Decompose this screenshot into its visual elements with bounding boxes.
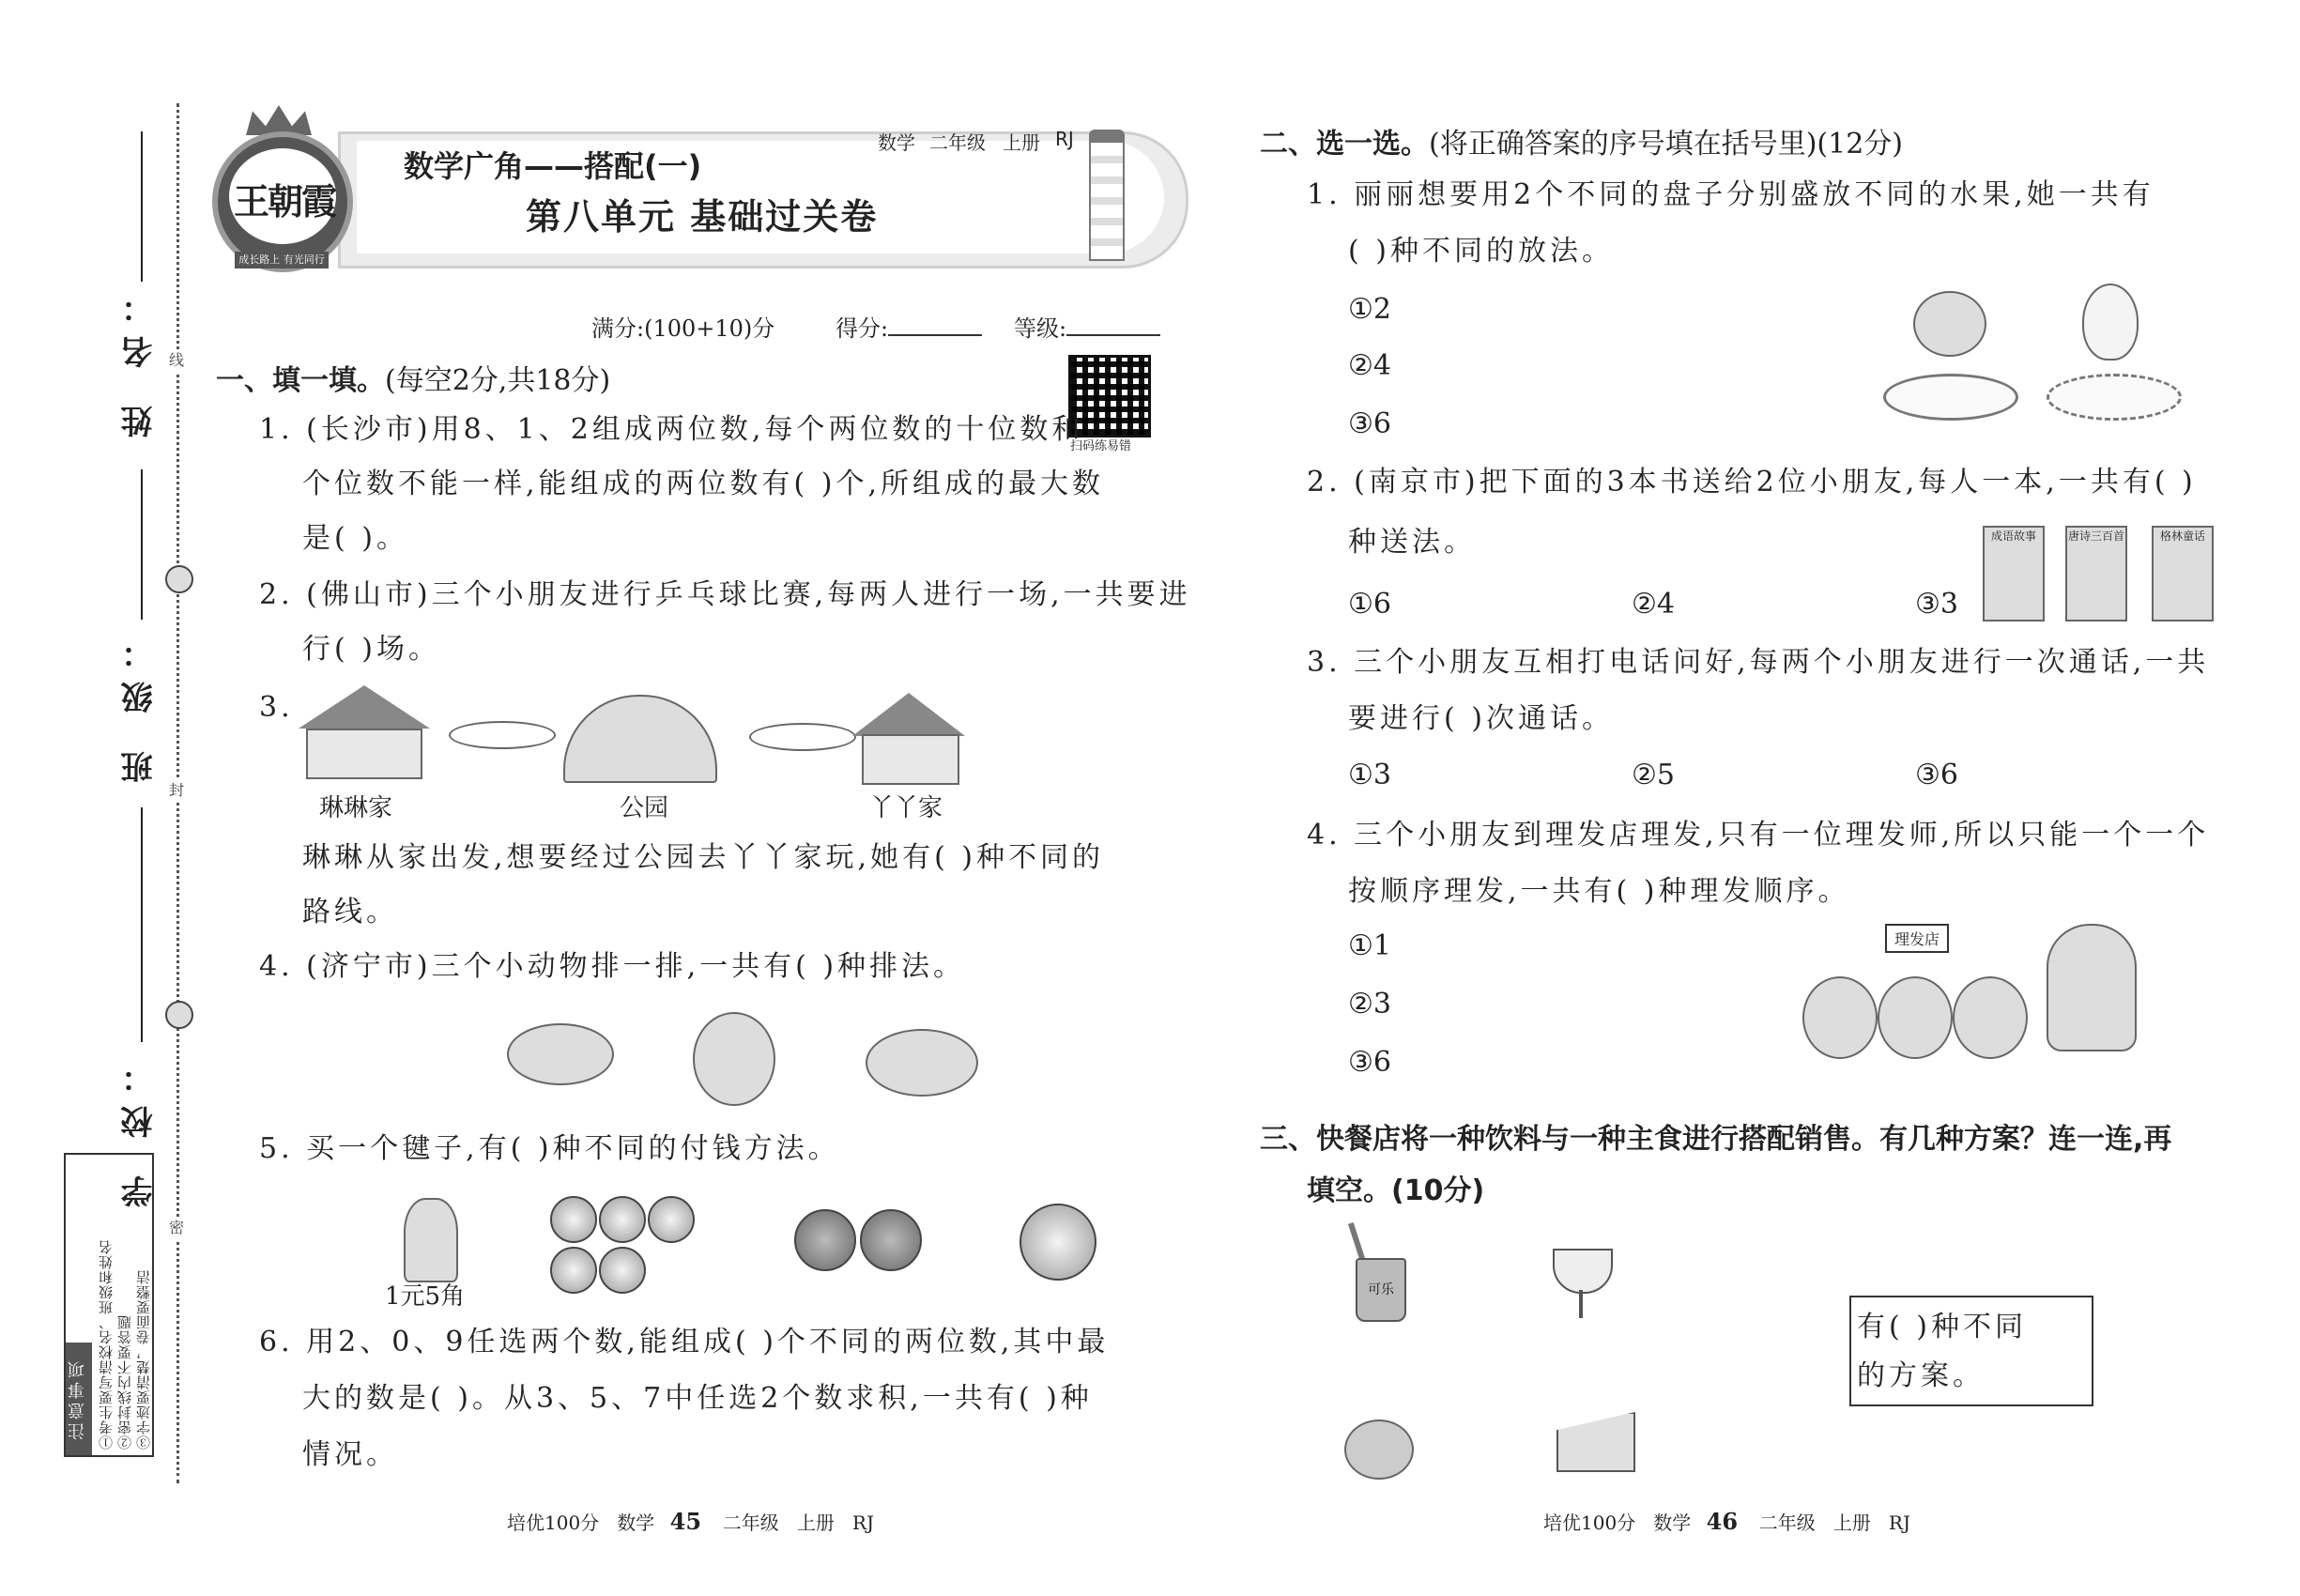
qr-caption: 扫码练易错 (1070, 439, 1132, 453)
s2-q1-line1: 1. 丽丽想要用2个不同的盘子分别盛放不同的水果,她一共有 (1307, 178, 2154, 211)
unit-topic: 数学广角——搭配(一) (404, 148, 702, 184)
s1-q5-line1: 5. 买一个毽子,有( )种不同的付钱方法。 (259, 1132, 840, 1165)
park-icon (563, 695, 717, 783)
label-park: 公园 (620, 794, 669, 822)
notice-item-1: ①考生要写清校名、班级和姓名 (98, 1239, 115, 1450)
logo-slogan: 成长路上 有光同行 (235, 252, 329, 269)
shuttlecock-icon (404, 1198, 458, 1282)
page-number: 45 (669, 1508, 702, 1535)
s2-q3-opt2: ②5 (1632, 759, 1675, 791)
section3-line1: 三、快餐店将一种饮料与一种主食进行搭配销售。有几种方案？连一连,再 (1260, 1123, 2172, 1156)
level-blank[interactable] (1066, 334, 1160, 336)
barber-icon (2047, 924, 2137, 1051)
section1-note: (每空2分,共18分) (385, 364, 611, 397)
house-roof-icon (299, 685, 430, 729)
meta-subject: 数学 (878, 131, 915, 154)
name-label: 姓 名： (121, 278, 159, 437)
notice-item-2: ②密封线内不要答题 (116, 1314, 133, 1450)
footer-volume: 上册 (796, 1512, 835, 1534)
score-label: 得分: (836, 315, 889, 342)
name-line (141, 131, 143, 282)
monkey-icon (693, 1012, 775, 1106)
s1-q1-line3: 是( )。 (302, 522, 408, 555)
s2-q4-opt3: ③6 (1348, 1046, 1391, 1079)
s2-q4-line2: 按顺序理发,一共有( )种理发顺序。 (1348, 875, 1850, 908)
s2-q4-opt2: ②3 (1348, 988, 1391, 1021)
score-blank[interactable] (888, 334, 982, 336)
burger-icon (1344, 1420, 1414, 1480)
answer-box-line1: 有( )种不同 (1857, 1311, 2027, 1343)
coin-1jiao-icon (550, 1247, 597, 1294)
barber-shop-sign: 理发店 (1885, 924, 1949, 953)
s2-q4-line1: 4. 三个小朋友到理发店理发,只有一位理发师,所以只能一个一个 (1307, 819, 2210, 852)
s2-q2-line1: 2. (南京市)把下面的3本书送给2位小朋友,每人一本,一共有( ) (1307, 466, 2197, 499)
section1-title-text: 一、填一填。 (216, 364, 385, 397)
footer-edition: RJ (851, 1512, 874, 1534)
notice-box (64, 1153, 154, 1457)
coin-1yuan-icon (1020, 1204, 1096, 1281)
s1-q3-line1: 琳琳从家出发,想要经过公园去丫丫家玩,她有( )种不同的 (302, 841, 1105, 874)
straw-icon (1348, 1222, 1365, 1260)
footer-volume: 上册 (1832, 1512, 1871, 1534)
s2-q3-opt3: ③6 (1915, 759, 1958, 791)
s2-q1-opt1: ①2 (1348, 293, 1391, 326)
s2-q2-opt1: ①6 (1348, 588, 1391, 621)
s1-q1-line2: 个位数不能一样,能组成的两位数有( )个,所组成的最大数 (302, 468, 1105, 500)
book-icon: 成语故事 (1983, 526, 2045, 622)
s2-q3-opt1: ①3 (1348, 759, 1391, 791)
plate-icon (1883, 374, 2018, 421)
footer-edition: RJ (1888, 1512, 1910, 1534)
s1-q6-line1: 6. 用2、0、9任选两个数,能组成( )个不同的两位数,其中最 (259, 1326, 1110, 1358)
cut-mark-1: 线 (165, 349, 188, 372)
panda-icon (866, 1029, 978, 1097)
coin-1jiao-icon (550, 1196, 597, 1243)
s2-q2-line2: 种送法。 (1348, 526, 1476, 559)
logo-text: 王朝霞 (233, 180, 335, 223)
s1-q6-line2: 大的数是( )。从3、5、7中任选2个数求积,一共有( )种 (302, 1382, 1093, 1415)
route-oval-2 (749, 723, 856, 751)
s2-q1-line2: ( )种不同的放法。 (1348, 235, 1614, 268)
book-icon: 格林童话 (2152, 526, 2214, 622)
label-yaya-home: 丫丫家 (869, 794, 943, 822)
level-field (1014, 310, 1160, 343)
child-icon (1802, 976, 1878, 1059)
lighthouse-icon (1089, 141, 1125, 261)
level-label: 等级: (1014, 315, 1067, 342)
s2-q1-opt3: ③6 (1348, 407, 1391, 440)
house-icon (306, 729, 422, 779)
class-line (141, 469, 143, 620)
child-icon (1878, 976, 1953, 1059)
cut-mark-2: 封 (165, 779, 188, 802)
cut-mark-3: 密 (165, 1217, 188, 1239)
sandwich-icon (1556, 1412, 1635, 1472)
section2-title-text: 二、选一选。 (1260, 128, 1429, 161)
house2-roof-icon (852, 693, 965, 736)
apple-icon (1913, 291, 1986, 357)
footer-subject: 数学 (1653, 1512, 1692, 1534)
answer-box-text (1857, 1303, 2027, 1401)
notice-item-3: ③字迹要清楚，卷面要整洁 (135, 1269, 152, 1450)
section2-note: (将正确答案的序号填在括号里)(12分) (1429, 128, 1903, 161)
school-line (141, 807, 143, 1042)
s2-q1-opt2: ②4 (1348, 349, 1391, 382)
notice-title: 注意事项 (66, 1343, 92, 1455)
s1-q4-line1: 4. (济宁市)三个小动物排一排,一共有( )种排法。 (259, 950, 966, 983)
price-label: 1元5角 (385, 1282, 466, 1311)
footer-left (507, 1508, 874, 1535)
footer-right (1543, 1508, 1910, 1535)
coin-1jiao-icon (599, 1247, 646, 1294)
punch-hole-2 (165, 1001, 193, 1029)
footer-book: 培优100分 (507, 1512, 600, 1534)
s1-q1-line1: 1. (长沙市)用8、1、2组成两位数,每个两位数的十位数和 (259, 413, 1084, 446)
cola-cup-icon: 可乐 (1356, 1258, 1406, 1322)
meta-edition: RJ (1055, 128, 1074, 150)
s1-q6-line3: 情况。 (302, 1438, 398, 1471)
s1-q3-line2: 路线。 (302, 896, 398, 928)
meta-volume: 上册 (1003, 131, 1040, 154)
footer-book: 培优100分 (1543, 1512, 1636, 1534)
coin-5jiao-icon (794, 1209, 856, 1271)
s2-q4-opt1: ①1 (1348, 929, 1391, 962)
coin-5jiao-icon (860, 1209, 922, 1271)
route-oval-1 (449, 721, 556, 749)
school-label: 学 校： (121, 1048, 159, 1207)
section1-title (216, 357, 610, 398)
book-icon: 唐诗三百首 (2065, 526, 2127, 622)
s2-q2-opt2: ②4 (1632, 588, 1675, 621)
s1-q2-line2: 行( )场。 (302, 633, 440, 666)
juice-glass-icon (1553, 1249, 1613, 1294)
page-title: 第八单元 基础过关卷 (526, 196, 879, 238)
punch-hole-1 (165, 565, 193, 593)
house2-icon (862, 734, 959, 785)
score-field (836, 310, 982, 343)
footer-subject: 数学 (617, 1512, 655, 1534)
footer-grade: 二年级 (722, 1512, 779, 1534)
full-score: 满分:(100+10)分 (591, 315, 775, 342)
glass-stem (1579, 1290, 1583, 1318)
s2-q3-line1: 3. 三个小朋友互相打电话问好,每两个小朋友进行一次通话,一共 (1307, 646, 2210, 679)
class-label: 班 级： (121, 623, 159, 783)
pear-icon (2082, 284, 2139, 361)
plate-icon (2047, 374, 2182, 421)
s1-q3-num: 3. (259, 691, 294, 724)
footer-grade: 二年级 (1758, 1512, 1816, 1534)
coin-1jiao-icon (599, 1196, 646, 1243)
s2-q2-opt3: ③3 (1915, 588, 1958, 621)
section2-title (1260, 120, 1903, 161)
answer-box-line2: 的方案。 (1857, 1359, 1985, 1392)
coin-1jiao-icon (648, 1196, 695, 1243)
s1-q2-line1: 2. (佛山市)三个小朋友进行乒乓球比赛,每两人进行一场,一共要进 (259, 578, 1191, 611)
meta-grade: 二年级 (929, 131, 986, 154)
s2-q3-line2: 要进行( )次通话。 (1348, 702, 1614, 735)
label-linlin-home: 琳琳家 (319, 794, 393, 822)
rabbit-icon (507, 1023, 614, 1085)
child-icon (1953, 976, 2028, 1059)
section3-line2: 填空。(10分) (1307, 1174, 1485, 1207)
page-number: 46 (1706, 1508, 1739, 1535)
